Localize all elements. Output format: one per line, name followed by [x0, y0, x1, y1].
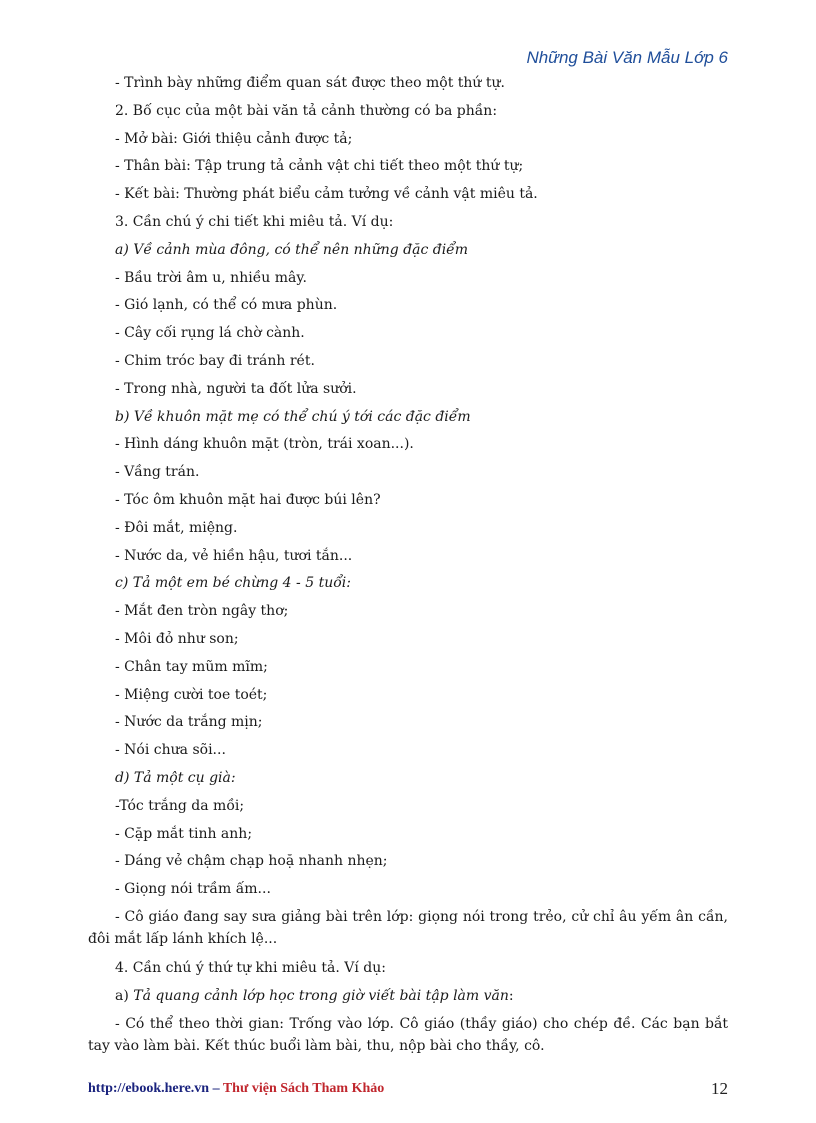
- text-line: - Gió lạnh, có thể có mưa phùn.: [115, 297, 338, 314]
- footer-link[interactable]: http://ebook.here.vn: [88, 1081, 210, 1096]
- suffix-text: :: [508, 987, 514, 1004]
- text-line: - Kết bài: Thường phát biểu cảm tưởng về cảnh vật miêu tả.: [115, 186, 538, 203]
- example-heading: b) Về khuôn mặt mẹ có thể chú ý tới các đặc điểm: [115, 408, 471, 425]
- example-heading: d) Tả một cụ già:: [115, 769, 236, 786]
- page-number: 12: [711, 1079, 728, 1098]
- text-line: - Chân tay mũm mĩm;: [115, 658, 268, 675]
- text-line: - Cây cối rụng lá chờ cành.: [115, 325, 305, 342]
- running-header: Những Bài Văn Mẫu Lớp 6: [526, 48, 728, 67]
- example-heading: c) Tả một em bé chừng 4 - 5 tuổi:: [115, 575, 351, 592]
- text-line: - Trong nhà, người ta đốt lửa sưởi.: [115, 380, 357, 397]
- text-line: - Nước da trắng mịn;: [115, 714, 263, 731]
- italic-text: Tả quang cảnh lớp học trong giờ viết bài tập làm văn: [133, 987, 509, 1004]
- example-heading: a) Về cảnh mùa đông, có thể nên những đặc điểm: [115, 241, 469, 258]
- text-line: - Bầu trời âm u, nhiều mây.: [115, 269, 307, 286]
- footer-separator: –: [209, 1081, 223, 1096]
- section-heading: 3. Cần chú ý chi tiết khi miêu tả. Ví dụ:: [115, 213, 394, 230]
- text-line: - Tóc ôm khuôn mặt hai được búi lên?: [115, 491, 381, 508]
- paragraph: - Có thể theo thời gian: Trống vào lớp. Cô giáo (thầy giáo) cho chép đề. Các bạn bắt tay vào làm bài. Kết thúc buổi làm bài, thu, nộp bài cho thầy, cô.: [88, 1015, 728, 1054]
- paragraph: - Cô giáo đang say sưa giảng bài trên lớp: giọng nói trong trẻo, cử chỉ âu yếm ân cần, đôi mắt lấp lánh khích lệ...: [88, 908, 728, 947]
- text-line: - Nói chưa sõi...: [115, 742, 226, 759]
- text-line: - Mắt đen tròn ngây thơ;: [115, 603, 289, 620]
- text-line: - Thân bài: Tập trung tả cảnh vật chi tiết theo một thứ tự;: [115, 158, 524, 175]
- section-heading: 4. Cần chú ý thứ tự khi miêu tả. Ví dụ:: [115, 959, 386, 976]
- text-line: - Chim tróc bay đi tránh rét.: [115, 352, 315, 369]
- text-line: - Môi đỏ như son;: [115, 630, 239, 647]
- text-line: - Vầng trán.: [115, 464, 200, 481]
- text-line: - Dáng vẻ chậm chạp hoặ nhanh nhẹn;: [115, 853, 388, 870]
- text-line: - Nước da, vẻ hiền hậu, tươi tắn...: [115, 547, 353, 564]
- text-line: - Giọng nói trầm ấm...: [115, 881, 271, 898]
- text-line: - Đôi mắt, miệng.: [115, 519, 238, 536]
- text-line: - Hình dáng khuôn mặt (tròn, trái xoan...).: [115, 436, 414, 453]
- prefix-text: a): [115, 987, 134, 1004]
- text-line: - Mở bài: Giới thiệu cảnh được tả;: [115, 130, 353, 147]
- example-heading-mixed: [115, 983, 728, 1011]
- page-content: [88, 70, 728, 1062]
- page-footer: [88, 1081, 728, 1097]
- section-heading: 2. Bố cục của một bài văn tả cảnh thường có ba phần:: [115, 102, 498, 119]
- text-line: - Cặp mắt tinh anh;: [115, 825, 253, 842]
- text-line: - Miệng cười toe toét;: [115, 686, 268, 703]
- footer-library-name: Thư viện Sách Tham Khảo: [222, 1081, 385, 1096]
- text-line: - Trình bày những điểm quan sát được theo một thứ tự.: [115, 75, 505, 91]
- text-line: -Tóc trắng da mồi;: [115, 797, 245, 814]
